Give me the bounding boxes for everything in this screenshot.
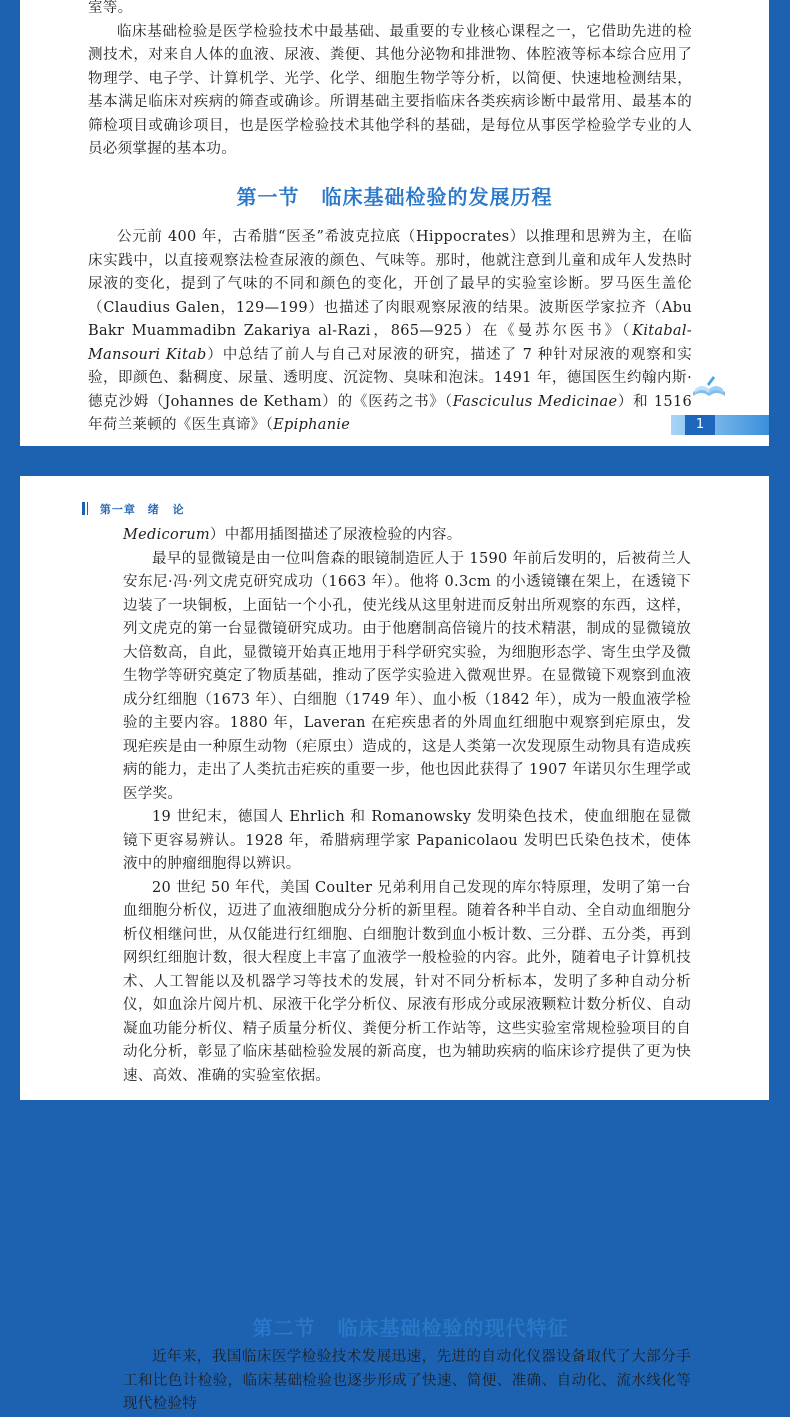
history-italic-3: Epiphanie [273,417,351,433]
staining-paragraph: 19 世纪末，德国人 Ehrlich 和 Romanowsky 发明染色技术，使血细胞在显微镜下更容易辨认。1928 年，希腊病理学家 Papanicolaou 发明巴氏染色技术，使体液中的肿瘤细胞得以辨识。 [123,809,691,872]
chapter-header [82,502,198,518]
section-2-number: 第二节 [252,1316,316,1340]
continued-paragraph [123,524,691,548]
section-1-number: 第一节 [236,185,300,209]
history-text-1: 公元前 400 年，古希腊“医圣”希波克拉底（Hippocrates）以推理和思辨为主，在临床实践中，以直接观察法检查尿液的颜色、气味等。那时，他就注意到儿童和成年人发热时尿液的变化，提到了气味的不同和颜色的变化，开创了最早的实验室诊断。罗马医生盖伦（Claudius Galen，129—199）也描述了肉眼观察尿液的结果。波斯医学家拉齐（Abu Bakr Muammadibn Zakariya al-Razi，865—925）在《曼苏尔医书》（ [88,229,692,339]
page-number-tab [671,415,769,435]
page-1 [20,0,769,446]
history-text-3: ）和 1516 年荷兰莱顿的《医生真谛》（ [88,393,692,433]
page2-body [123,524,691,1088]
continued-text: ）中都用插图描述了尿液检验的内容。 [209,527,462,543]
chapter-title: 绪论 [147,503,198,516]
history-paragraph [88,226,692,438]
page1-intro-fragment: 室等。 [88,0,133,16]
modern-paragraph: 近年来，我国临床医学检验技术发展迅速，先进的自动化仪器设备取代了大部分手工和比色计检验，临床基础检验也逐步形成了快速、简便、准确、自动化、流水线化等现代检验特 [123,1349,691,1412]
continued-italic: Medicorum [123,527,210,543]
history-text-2: ）中总结了前人与自己对尿液的研究，描述了 7 种针对尿液的观察和实验，即颜色、黏稠度、尿量、透明度、沉淀物、臭味和泡沫。1491 年，德国医生约翰内斯·德克沙姆（Johannes de Ketham）的《医药之书》（ [88,346,692,410]
section-2-heading [92,1312,729,1341]
section-1-title: 临床基础检验的发展历程 [321,185,553,209]
page2-section2-body [123,1346,691,1417]
open-book-icon [689,372,729,402]
page1-intro-block [88,0,692,162]
coulter-paragraph: 20 世纪 50 年代，美国 Coulter 兄弟利用自己发现的库尔特原理，发明了第一台血细胞分析仪，迈进了血液细胞成分分析的新里程。随着各种半自动、全自动血细胞分析仪相继问世，从仅能进行红细胞、白细胞计数到血小板计数、三分群、五分类，再到网织红细胞计数，很大程度上丰富了血液学一般检验的内容。此外，随着电子计算机技术、人工智能以及机器学习等技术的发展，针对不同分析标本，发明了多种自动分析仪，如血涂片阅片机、尿液干化学分析仪、尿液有形成分或尿液颗粒计数分析仪、自动凝血功能分析仪、精子质量分析仪、粪便分析工作站等，这些实验室常规检验项目的自动化分析，彰显了临床基础检验发展的新高度，也为辅助疾病的临床诊疗提供了更为快速、高效、准确的实验室依据。 [123,879,691,1084]
page1-intro-paragraph: 临床基础检验是医学检验技术中最基础、最重要的专业核心课程之一，它借助先进的检测技术，对来自人体的血液、尿液、粪便、其他分泌物和排泄物、体腔液等标本综合应用了物理学、电子学、计算机学、光学、化学、细胞生物学等分析，以简便、快速地检测结果，基本满足临床对疾病的筛查或确诊。所谓基础主要指临床各类疾病诊断中最常用、最基本的筛检项目或确诊项目，也是医学检验技术其他学科的基础，是每位从事医学检验学专业的人员必须掌握的基本功。 [88,23,692,157]
microscope-paragraph: 最早的显微镜是由一位叫詹森的眼镜制造匠人于 1590 年前后发明的，后被荷兰人安东尼·冯·列文虎克研究成功（1663 年）。他将 0.3cm 的小透镜镶在架上，在透镜下边装了一块铜板，上面钻一个小孔，使光线从这里射进而反射出所观察的东西，这样，列文虎克的第一台显微镜研究成功。由于他磨制高倍镜片的技术精湛，制成的显微镜放大倍数高，自此，显微镜开始真正地用于科学研究实验，为细胞形态学、寄生虫学及微生物学等研究奠定了物质基础，推动了医学实验进入微观世界。在显微镜下观察到血液成分红细胞（1673 年）、白细胞（1749 年）、血小板（1842 年），成为一般血液学检验的主要内容。1880 年，Laveran 在疟疾患者的外周血红细胞中观察到疟原虫，发现疟疾是由一种原生动物（疟原虫）造成的，这是人类第一次发现原生动物具有造成疾病的能力，走出了人类抗击疟疾的重要一步，他也因此获得了 1907 年诺贝尔生理学或医学奖。 [123,550,691,802]
chapter-bar-icon [87,502,88,515]
page-2 [20,476,769,1412]
page1-history-block [88,226,692,438]
history-italic-2: Fasciculus Medicinae [452,393,618,410]
chapter-label: 第一章 [99,503,136,516]
chapter-bar-icon [82,502,85,515]
section-1-heading [20,181,769,210]
history-italic-1: Kitabal-Mansouri Kitab [88,323,692,363]
section-2-title: 临床基础检验的现代特征 [337,1316,569,1340]
page-number: 1 [685,415,715,435]
